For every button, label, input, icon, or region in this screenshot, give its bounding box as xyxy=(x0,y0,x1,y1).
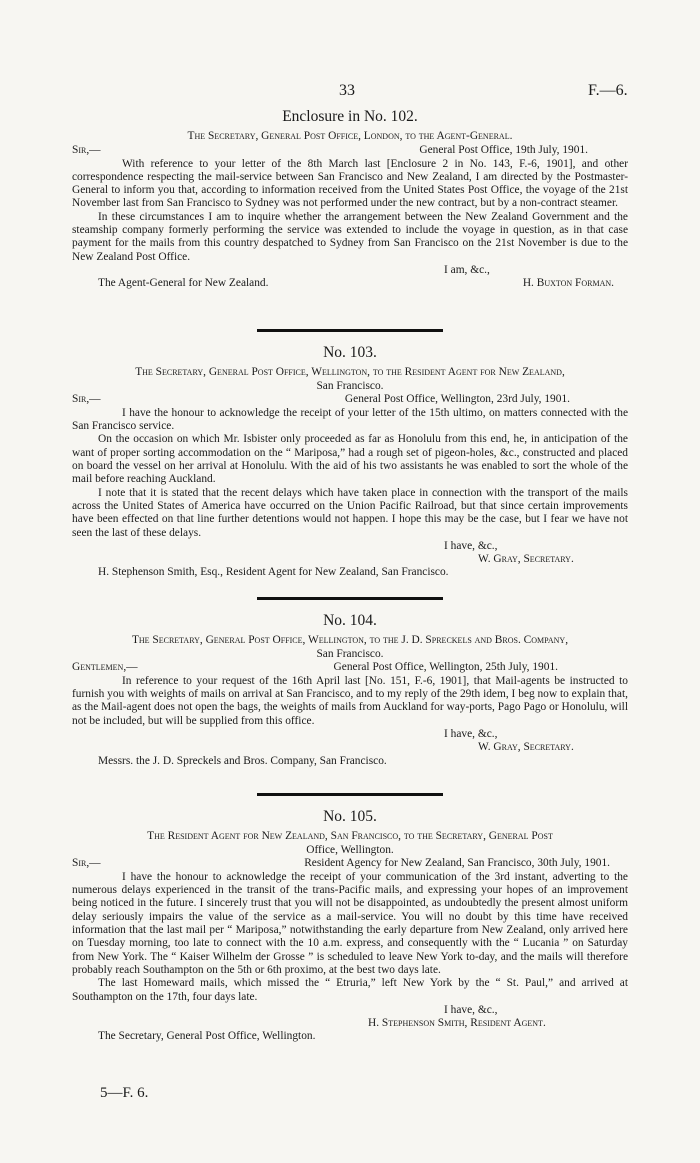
section-divider xyxy=(257,329,443,332)
letter-title: No. 105. xyxy=(323,808,377,825)
paragraph: I have the honour to acknowledge the receipt of your communication of the 3rd instant, adverting to the numerous delays experienced in the transit of the trans-Pacific mails, and expressing your hopes of an improvement being noticed in the future. I sincerely trust that you will not be disappointed, as undoubtedly the present almost uniform delay seriously impairs the value of the service as a mail-service. You will no doubt by this time have received information that the last mail per “ Mariposa,” notwithstanding the early departure from New Zealand, only arrived here on Tuesday morning, too late to connect with the 10 a.m. express, and consequently with the “ Lucania ” on Saturday from New York. The “ Kaiser Wilhelm der Grosse ” is scheduled to leave New York to-day, and the mails will therefore probably reach Southampton on the 5th or 6th proximo, at the best two days late. xyxy=(72,870,628,976)
letter-route-cont: San Francisco. xyxy=(316,647,384,660)
letter-route: The Resident Agent for New Zealand, San Francisco, to the Secretary, General Post xyxy=(147,830,553,843)
paragraph: I have the honour to acknowledge the receipt of your letter of the 15th ultimo, on matters connected with the San Francisco service. xyxy=(72,406,628,433)
closing: I have, &c., xyxy=(444,1003,498,1016)
letter-route: The Secretary, General Post Office, London, to the Agent-General. xyxy=(187,130,513,143)
salutation: Sir,— xyxy=(72,392,101,405)
page-number: 33 xyxy=(339,82,355,99)
paragraph: In reference to your request of the 16th April last [No. 151, F.-6, 1901], that Mail-agents be instructed to furnish you with weights of mails on arrival at San Francisco, and to my reply of the 29th idem, I beg now to explain that, as the Mail-agent does not open the bags, the weights of mails from Auckland for way-ports, Pago Pago or Honolulu, will not be included, but will be supplied from this office. xyxy=(72,674,628,727)
letter-route: The Secretary, General Post Office, Wellington, to the Resident Agent for New Zealand, xyxy=(135,366,565,379)
addressee: H. Stephenson Smith, Esq., Resident Agent for New Zealand, San Francisco. xyxy=(98,566,449,579)
letter-route: The Secretary, General Post Office, Wellington, to the J. D. Spreckels and Bros. Company, xyxy=(131,634,569,647)
letter-title: No. 103. xyxy=(323,344,377,361)
closing: I have, &c., xyxy=(444,539,498,552)
closing: I am, &c., xyxy=(444,263,490,276)
salutation: Gentlemen,— xyxy=(72,660,138,673)
paragraph: The last Homeward mails, which missed the “ Etruria,” left New York by the “ St. Paul,” and arrived at Southampton on the 17th, four days late. xyxy=(72,977,628,1003)
section-divider xyxy=(257,597,443,600)
paragraph: With reference to your letter of the 8th March last [Enclosure 2 in No. 143, F.-6, 1901], and other correspondence respecting the mail-service between San Francisco and New Zealand, I am directed by the Postmaster-General to inform you that, according to information received from the United States Post Office, the voyage of the 21st November last from San Francisco to Sydney was not performed under the new contract, but by a non-contract steamer. xyxy=(72,157,628,210)
place-date: Resident Agency for New Zealand, San Francisco, 30th July, 1901. xyxy=(304,856,610,869)
salutation: Sir,— xyxy=(72,856,101,869)
letter-title: No. 104. xyxy=(323,612,377,629)
addressee: Messrs. the J. D. Spreckels and Bros. Company, San Francisco. xyxy=(98,754,387,767)
signature: W. Gray, Secretary. xyxy=(478,553,574,566)
letter-title: Enclosure in No. 102. xyxy=(282,108,418,125)
place-date: General Post Office, Wellington, 23rd July, 1901. xyxy=(344,392,570,405)
addressee: The Secretary, General Post Office, Wellington. xyxy=(98,1030,316,1043)
sheet-signature-mark: 5—F. 6. xyxy=(100,1085,149,1101)
letter-105 xyxy=(72,810,628,1044)
letter-route-cont: San Francisco. xyxy=(316,379,384,392)
place-date: General Post Office, Wellington, 25th July, 1901. xyxy=(333,660,558,673)
paragraph: On the occasion on which Mr. Isbister only proceeded as far as Honolulu from this end, he, in anticipation of the want of proper sorting accommodation on the “ Mariposa,” had a rough set of pigeon-holes, &c., constructed and placed on board the vessel on her arrival at Honolulu. With the aid of his two assistants he was enabled to sort the whole of the mail before reaching Auckland. xyxy=(72,433,628,486)
signature: H. Buxton Forman. xyxy=(522,277,614,290)
section-divider xyxy=(257,793,443,796)
closing: I have, &c., xyxy=(444,728,498,741)
place-date: General Post Office, 19th July, 1901. xyxy=(419,143,588,156)
signature: H. Stephenson Smith, Resident Agent. xyxy=(368,1017,546,1030)
letter-route-cont: Office, Wellington. xyxy=(306,843,394,856)
page-reference: F.—6. xyxy=(588,82,628,99)
salutation: Sir,— xyxy=(72,143,101,156)
paragraph: In these circumstances I am to inquire whether the arrangement between the New Zealand Government and the steamship company formerly performing the service was extended to include the voyage in question, as in that case payment for the mails from this country despatched to Sydney from San Francisco on the 21st November is due to the New Zealand Post Office. xyxy=(72,210,628,263)
paragraph: I note that it is stated that the recent delays which have taken place in connection with the transport of the mails across the United States of America have occurred on the Union Pacific Railroad, but that since certain improvements have been effected on that line further detentions would not happen. I hope this may be the case, but I fear we have not seen the last of these delays. xyxy=(72,486,628,539)
letter-103 xyxy=(72,346,628,580)
addressee: The Agent-General for New Zealand. xyxy=(98,277,269,290)
letter-104 xyxy=(72,614,628,768)
letter-102-enclosure xyxy=(72,110,628,291)
signature: W. Gray, Secretary. xyxy=(478,741,574,754)
